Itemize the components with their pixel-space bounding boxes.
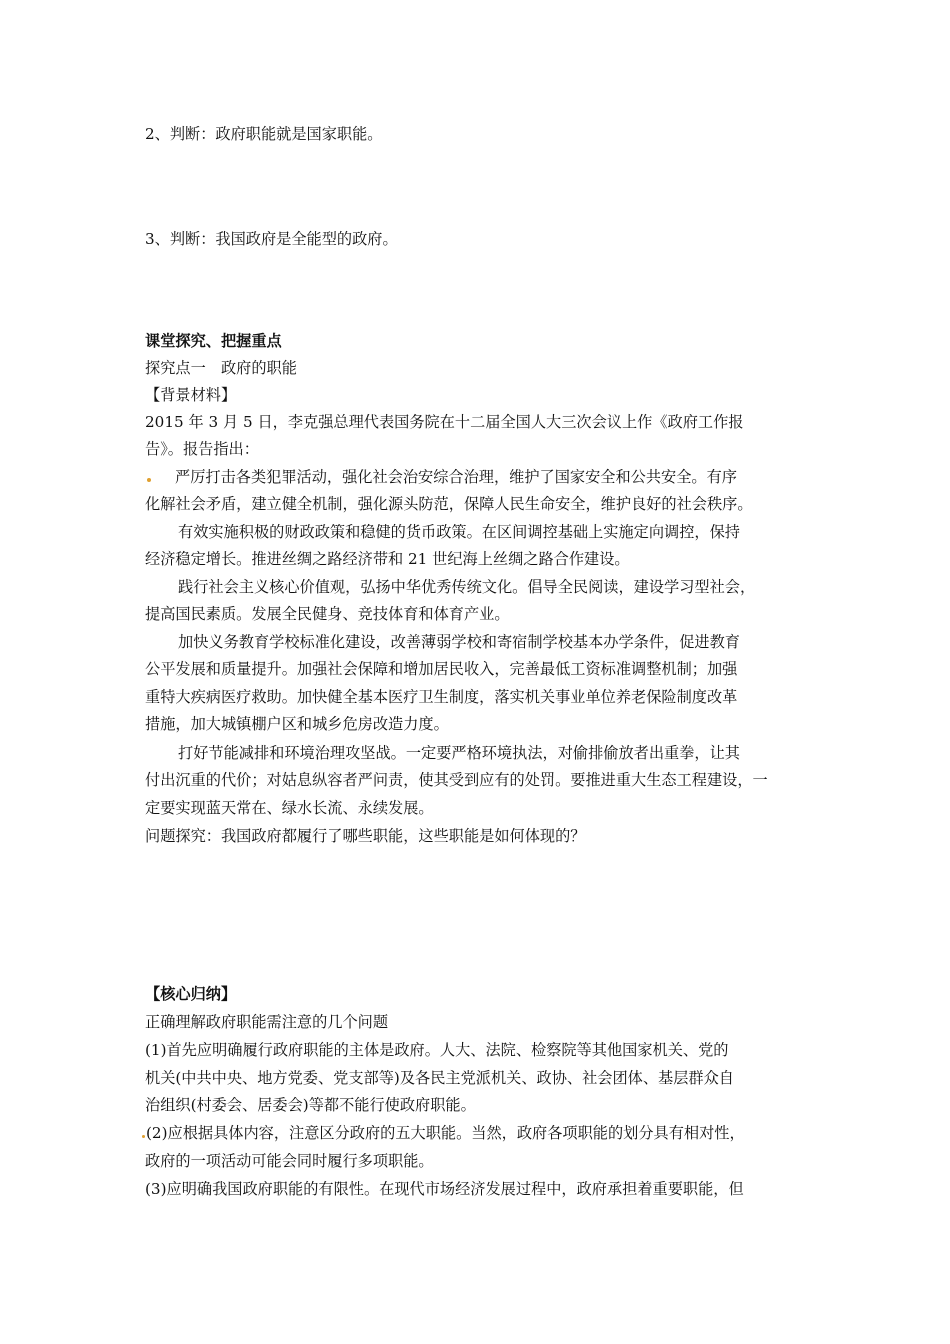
paragraph-social-line-4: 措施，加大城镇棚户区和城乡危房改造力度。 <box>145 715 449 733</box>
intro-line-1: 2015 年 3 月 5 日，李克强总理代表国务院在十二届全国人大三次会议上作《政府工作报 <box>145 413 744 431</box>
core-item-1-line-3: 治组织(村委会、居委会)等都不能行使政府职能。 <box>145 1096 476 1114</box>
paragraph-security-line-1 <box>145 467 737 487</box>
paragraph-ecology-line-3: 定要实现蓝天常在、绿水长流、永续发展。 <box>145 799 434 817</box>
marker-dot-icon <box>142 1135 145 1138</box>
background-label: 【背景材料】 <box>145 386 237 404</box>
core-item-3-line-1: (3)应明确我国政府职能的有限性。在现代市场经济发展过程中，政府承担着重要职能，但 <box>145 1180 744 1198</box>
marker-dot-icon <box>147 478 151 482</box>
core-summary-label: 【核心归纳】 <box>145 985 237 1003</box>
quiz-question-2: 2、判断：政府职能就是国家职能。 <box>145 125 383 143</box>
paragraph-social-line-2: 公平发展和质量提升。加强社会保障和增加居民收入，完善最低工资标准调整机制；加强 <box>145 660 738 678</box>
paragraph-culture-line-2: 提高国民素质。发展全民健身、竞技体育和体育产业。 <box>145 605 510 623</box>
core-item-2-line-1 <box>141 1123 745 1143</box>
paragraph-economy-line-1: 有效实施积极的财政政策和稳健的货币政策。在区间调控基础上实施定向调控，保持 <box>178 523 740 541</box>
core-item-2-text-1: (2)应根据具体内容，注意区分政府的五大职能。当然，政府各项职能的划分具有相对性， <box>146 1124 745 1142</box>
inquiry-point-1: 探究点一 政府的职能 <box>145 359 297 377</box>
paragraph-security-line-2: 化解社会矛盾，建立健全机制，强化源头防范，保障人民生命安全，维护良好的社会秩序。 <box>145 495 753 513</box>
paragraph-ecology-line-2: 付出沉重的代价；对姑息纵容者严问责，使其受到应有的处罚。要推进重大生态工程建设，一 <box>145 771 768 789</box>
core-item-1-line-1: (1)首先应明确履行政府职能的主体是政府。人大、法院、检察院等其他国家机关、党的 <box>145 1041 729 1059</box>
core-summary-title: 正确理解政府职能需注意的几个问题 <box>145 1013 388 1031</box>
core-item-2-line-2: 政府的一项活动可能会同时履行多项职能。 <box>145 1152 434 1170</box>
intro-line-2: 告》。报告指出： <box>145 440 259 458</box>
quiz-question-3: 3、判断：我国政府是全能型的政府。 <box>145 230 398 248</box>
section-heading: 课堂探究、把握重点 <box>145 332 282 350</box>
paragraph-ecology-line-1: 打好节能减排和环境治理攻坚战。一定要严格环境执法，对偷排偷放者出重拳，让其 <box>178 744 740 762</box>
inquiry-question: 问题探究：我国政府都履行了哪些职能，这些职能是如何体现的？ <box>145 827 586 845</box>
core-item-1-line-2: 机关(中共中央、地方党委、党支部等)及各民主党派机关、政协、社会团体、基层群众自 <box>145 1069 734 1087</box>
paragraph-social-line-3: 重特大疾病医疗救助。加快健全基本医疗卫生制度，落实机关事业单位养老保险制度改革 <box>145 688 738 706</box>
paragraph-economy-line-2: 经济稳定增长。推进丝绸之路经济带和 21 世纪海上丝绸之路合作建设。 <box>145 550 630 568</box>
paragraph-social-line-1: 加快义务教育学校标准化建设，改善薄弱学校和寄宿制学校基本办学条件，促进教育 <box>178 633 740 651</box>
paragraph-culture-line-1: 践行社会主义核心价值观，弘扬中华优秀传统文化。倡导全民阅读，建设学习型社会， <box>178 578 756 596</box>
paragraph-security-text-1: 严厉打击各类犯罪活动，强化社会治安综合治理，维护了国家安全和公共安全。有序 <box>175 468 737 486</box>
